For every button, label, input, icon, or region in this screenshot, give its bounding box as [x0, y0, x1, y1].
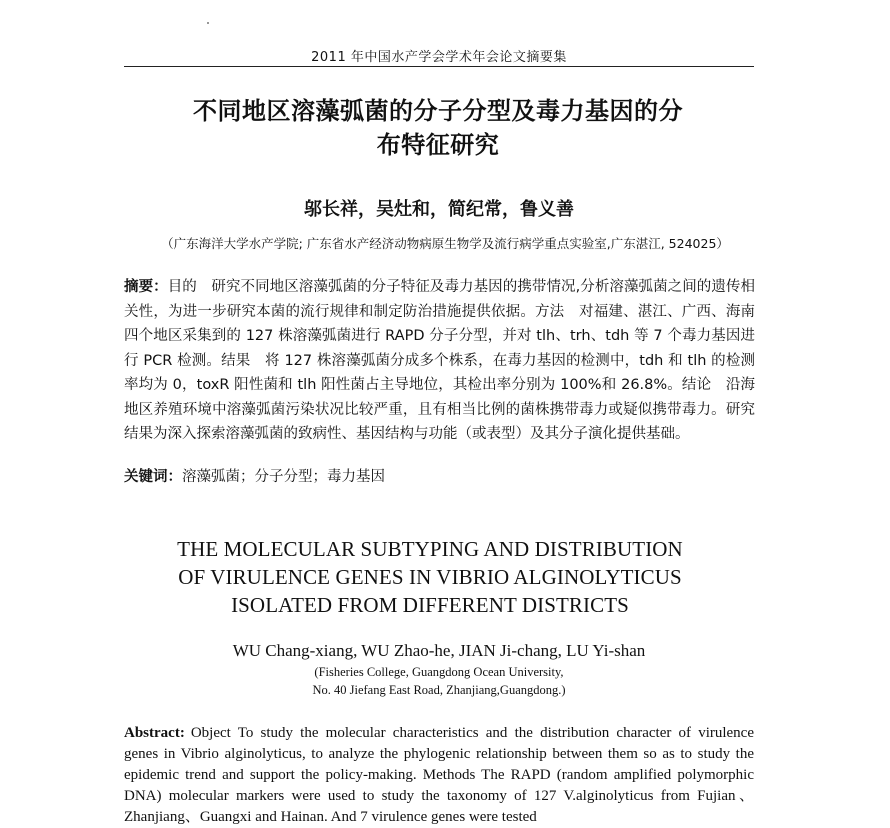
english-authors: WU Chang-xiang, WU Zhao-he, JIAN Ji-chang, LU Yi-shan: [232, 641, 646, 660]
english-abstract-text: Object To study the molecular characteristics and the distribution character of virulence genes in Vibrio alginolyticus, to analyze the phylogenic relationship between them so as to study the epidemic trend and support the policy-making. Methods The RAPD (random amplified polymorphic DNA) molecular markers were used to study the taxonomy of 127 V.alginolyticus from Fujian、Zhanjiang、Guangxi and Hainan. And 7 virulence genes were tested: [124, 725, 754, 825]
english-title-line-2: OF VIRULENCE GENES IN VIBRIO ALGINOLYTICUS: [178, 565, 682, 589]
chinese-title-line-2: 布特征研究: [376, 131, 500, 159]
chinese-abstract: [124, 275, 755, 447]
chinese-abstract-label: 摘要：: [124, 279, 168, 295]
english-abstract-label: Abstract:: [124, 725, 185, 741]
chinese-title: [150, 94, 726, 162]
english-affiliation-line-2: No. 40 Jiefang East Road, Zhanjiang,Guangdong.): [312, 683, 566, 697]
english-title-line-1: THE MOLECULAR SUBTYPING AND DISTRIBUTION: [177, 537, 683, 561]
chinese-authors: 邬长祥，吴灶和，简纪常，鲁义善: [304, 199, 574, 220]
scan-speck: [207, 22, 209, 24]
chinese-keywords-label: 关键词：: [124, 469, 182, 485]
chinese-title-line-1: 不同地区溶藻弧菌的分子分型及毒力基因的分: [193, 97, 683, 125]
running-header: 2011 年中国水产学会学术年会论文摘要集: [311, 50, 567, 65]
english-title-line-3: ISOLATED FROM DIFFERENT DISTRICTS: [231, 593, 629, 617]
english-affiliation: [124, 663, 754, 699]
english-abstract: [124, 723, 754, 828]
header-rule: [124, 66, 754, 67]
english-title: [110, 535, 750, 619]
chinese-abstract-text: 目的 研究不同地区溶藻弧菌的分子特征及毒力基因的携带情况,分析溶藻弧菌之间的遗传相关性，为进一步研究本菌的流行规律和制定防治措施提供依据。方法 对福建、湛江、广西、海南四个地区采集到的 127 株溶藻弧菌进行 RAPD 分子分型，并对 tlh、trh、tdh 等 7 个毒力基因进行 PCR 检测。结果 将 127 株溶藻弧菌分成多个株系，在毒力基因的检测中，tdh 和 tlh 的检测率均为 0，toxR 阳性菌和 tlh 阳性菌占主导地位，其检出率分别为 100%和 26.8%。结论 沿海地区养殖环境中溶藻弧菌污染状况比较严重，且有相当比例的菌株携带毒力或疑似携带毒力。研究结果为深入探索溶藻弧菌的致病性、基因结构与功能（或表型）及其分子演化提供基础。: [124, 279, 755, 442]
chinese-keywords: [124, 465, 755, 486]
english-affiliation-line-1: (Fisheries College, Guangdong Ocean University,: [314, 665, 564, 679]
chinese-keywords-text: 溶藻弧菌；分子分型；毒力基因: [182, 469, 385, 485]
chinese-affiliation: （广东海洋大学水产学院; 广东省水产经济动物病原生物学及流行病学重点实验室,广东湛江, 524025）: [161, 236, 729, 251]
